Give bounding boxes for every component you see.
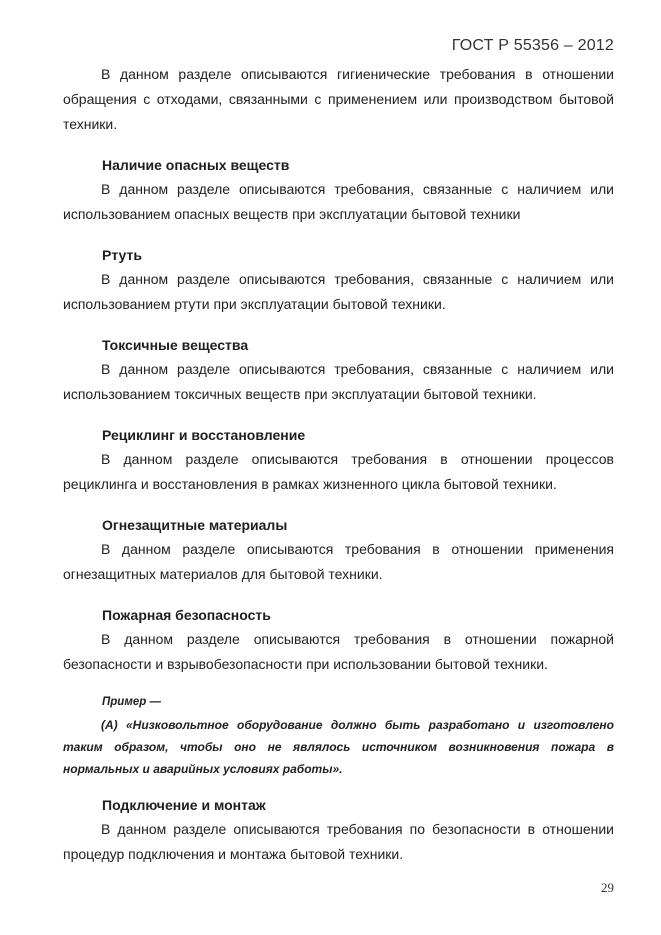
section-text: В данном разделе описываются требования по безопасности в отношении процедур подключения и монтажа бытовой техники. xyxy=(63,821,614,862)
section-heading: Токсичные вещества xyxy=(102,337,249,353)
section-text: В данном разделе описываются требования, связанные с наличием или использованием токсичных веществ при эксплуатации бытовой техники. xyxy=(63,361,614,402)
example-paragraph xyxy=(63,714,614,780)
section-paragraph xyxy=(63,627,614,677)
intro-text: В данном разделе описываются гигиенические требования в отношении обращения с отходами, связанными с применением или производством бытовой техники. xyxy=(63,66,614,132)
example-text: (A) «Низковольтное оборудование должно быть разработано и изготовлено таким образом, чтобы оно не являлось источником возникновения пожара в нормальных и аварийных условиях работы». xyxy=(63,718,614,776)
section-paragraph xyxy=(63,267,614,317)
document-id-header: ГОСТ Р 55356 – 2012 xyxy=(451,37,614,54)
intro-paragraph xyxy=(63,62,614,137)
section-paragraph xyxy=(63,357,614,407)
section-paragraph xyxy=(63,447,614,497)
section-text: В данном разделе описываются требования в отношении процессов рециклинга и восстановления в рамках жизненного цикла бытовой техники. xyxy=(63,451,614,492)
section-text: В данном разделе описываются требования, связанные с наличием или использованием опасных веществ при эксплуатации бытовой техники xyxy=(63,181,614,222)
page-number: 29 xyxy=(601,880,614,895)
section-text: В данном разделе описываются требования, связанные с наличием или использованием ртути при эксплуатации бытовой техники. xyxy=(63,271,614,312)
section-heading: Пожарная безопасность xyxy=(102,607,271,623)
example-label: Пример — xyxy=(102,696,161,708)
section-text: В данном разделе описываются требования в отношении пожарной безопасности и взрывобезопасности при использовании бытовой техники. xyxy=(63,631,614,672)
section-heading: Рециклинг и восстановление xyxy=(102,427,306,443)
section-heading: Огнезащитные материалы xyxy=(102,517,288,533)
section-heading: Ртуть xyxy=(102,247,142,263)
section-paragraph xyxy=(63,537,614,587)
section-heading: Наличие опасных веществ xyxy=(102,157,290,173)
section-heading: Подключение и монтаж xyxy=(102,797,266,813)
section-paragraph xyxy=(63,177,614,227)
section-text: В данном разделе описываются требования в отношении применения огнезащитных материалов для бытовой техники. xyxy=(63,541,614,582)
section-paragraph xyxy=(63,817,614,867)
